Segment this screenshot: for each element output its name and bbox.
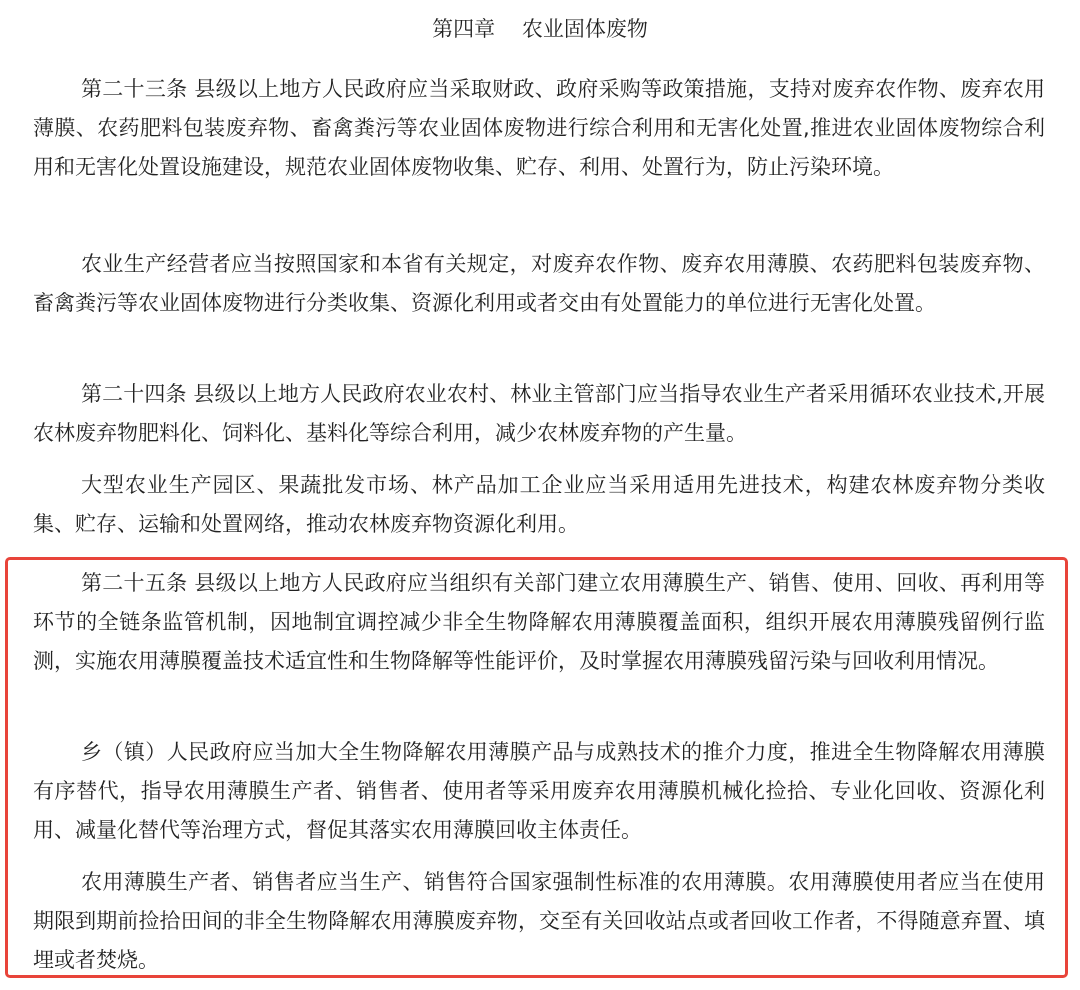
chapter-title: 第四章 农业固体废物 — [432, 17, 648, 41]
article-25-paragraph-2: 乡（镇）人民政府应当加大全生物降解农用薄膜产品与成熟技术的推介力度，推进全生物降解农用薄膜有序替代，指导农用薄膜生产者、销售者、使用者等采用废弃农用薄膜机械化捡拾、专业化回收、资源化利用、减量化替代等治理方式，督促其落实农用薄膜回收主体责任。 — [33, 740, 1045, 842]
article-25-paragraph-3: 农用薄膜生产者、销售者应当生产、销售符合国家强制性标准的农用薄膜。农用薄膜使用者应当在使用期限到期前捡拾田间的非全生物降解农用薄膜废弃物，交至有关回收站点或者回收工作者，不得随意弃置、填埋或者焚烧。 — [33, 870, 1045, 972]
article-24-paragraph: 第二十四条 县级以上地方人民政府农业农村、林业主管部门应当指导农业生产者采用循环农业技术,开展农林废弃物肥料化、饲料化、基料化等综合利用，减少农林废弃物的产生量。 — [33, 382, 1045, 445]
article-25-paragraph: 第二十五条 县级以上地方人民政府应当组织有关部门建立农用薄膜生产、销售、使用、回收、再利用等环节的全链条监管机制，因地制宜调控减少非全生物降解农用薄膜覆盖面积，组织开展农用薄膜残留例行监测，实施农用薄膜覆盖技术适宜性和生物降解等性能评价，及时掌握农用薄膜残留污染与回收利用情况。 — [33, 571, 1045, 673]
article-24-paragraph-2: 大型农业生产园区、果蔬批发市场、林产品加工企业应当采用适用先进技术，构建农林废弃物分类收集、贮存、运输和处置网络，推动农林废弃物资源化利用。 — [33, 473, 1045, 536]
article-23-paragraph-2: 农业生产经营者应当按照国家和本省有关规定，对废弃农作物、废弃农用薄膜、农药肥料包装废弃物、畜禽粪污等农业固体废物进行分类收集、资源化利用或者交由有处置能力的单位进行无害化处置。 — [33, 252, 1045, 315]
article-23-paragraph: 第二十三条 县级以上地方人民政府应当采取财政、政府采购等政策措施，支持对废弃农作物、废弃农用薄膜、农药肥料包装废弃物、畜禽粪污等农业固体废物进行综合利用和无害化处置,推进农业固体废物综合利用和无害化处置设施建设，规范农业固体废物收集、贮存、利用、处置行为，防止污染环境。 — [33, 77, 1045, 179]
